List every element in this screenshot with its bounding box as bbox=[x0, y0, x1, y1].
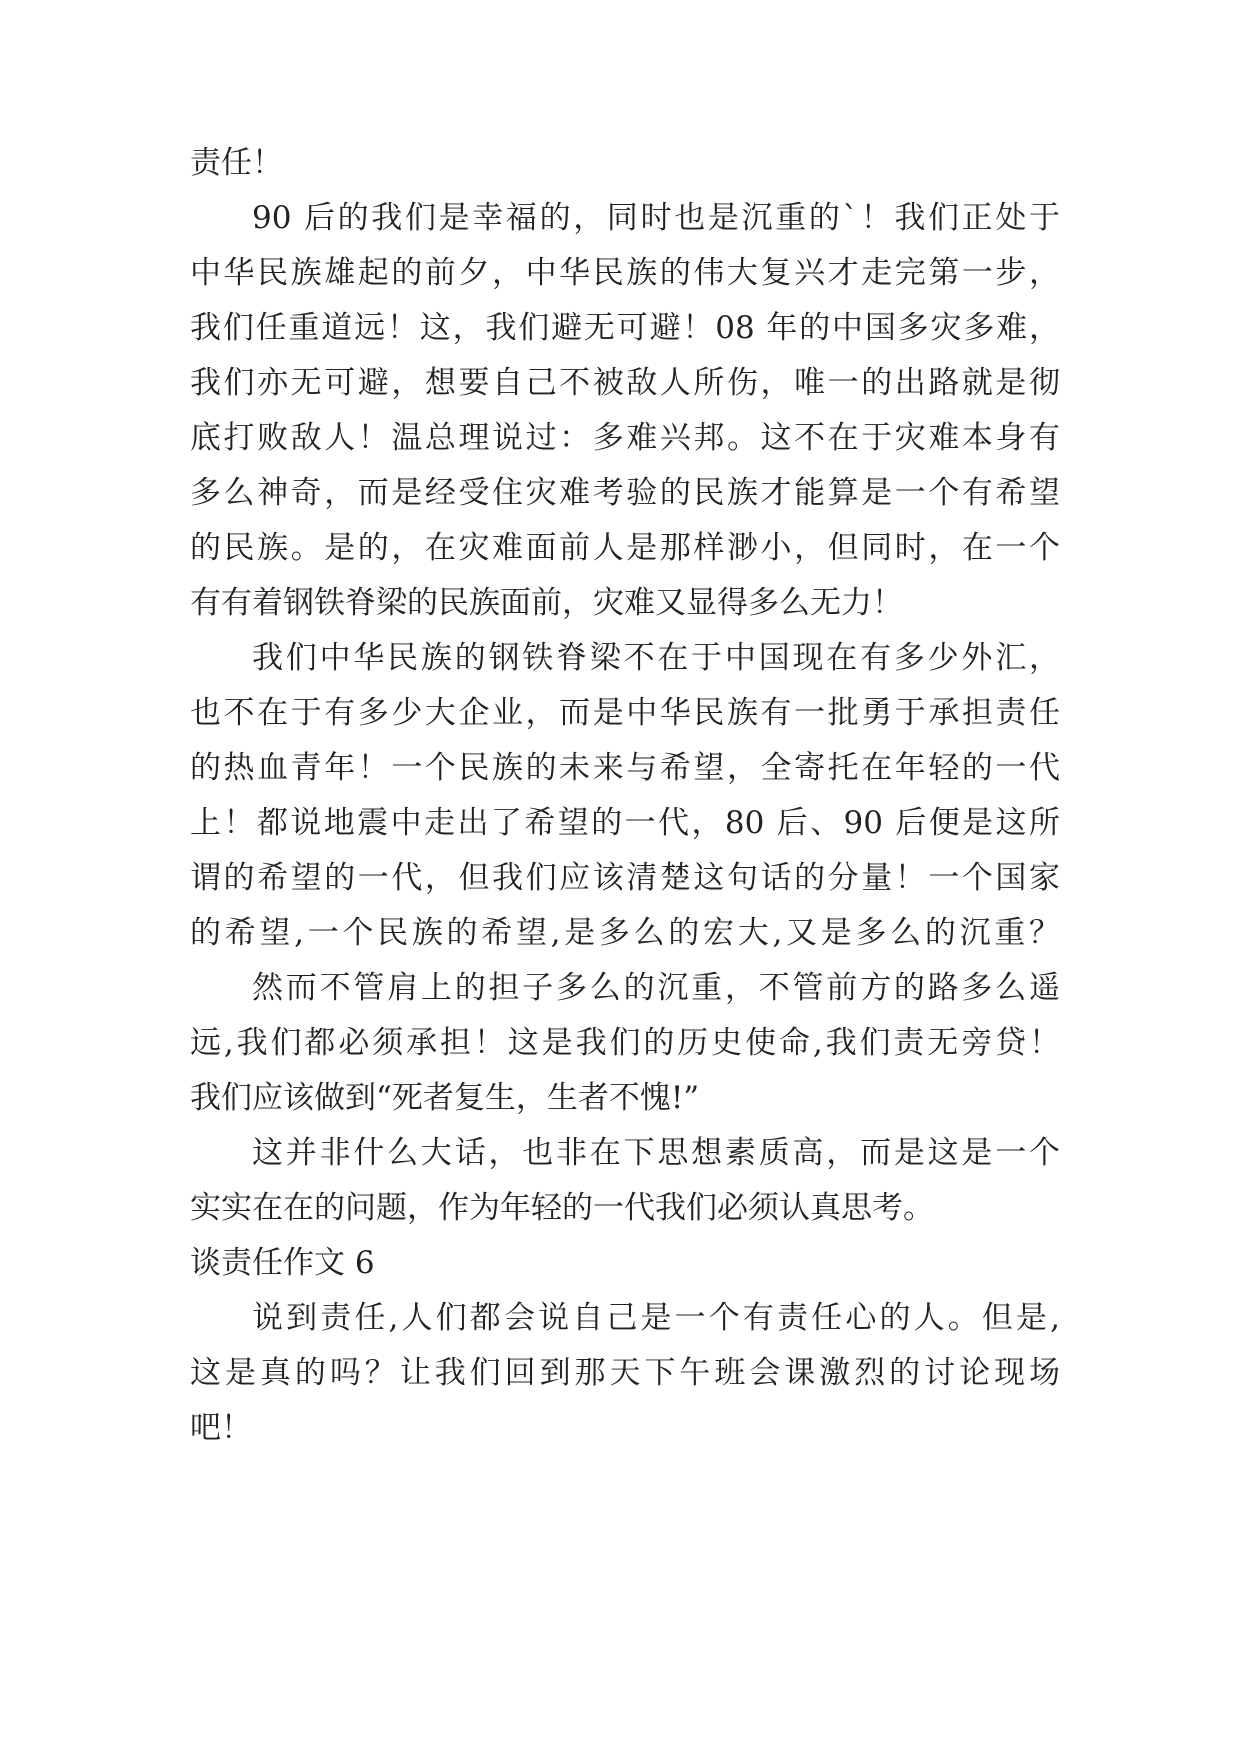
text-line: 我们中华民族的钢铁脊梁不在于中国现在有多少外汇， bbox=[252, 640, 1060, 676]
text-line: 上！都说地震中走出了希望的一代，80 后、90 后便是这所 bbox=[190, 805, 1060, 841]
text-line: 责任！ bbox=[190, 145, 283, 181]
text-line: 我们任重道远！这，我们避无可避！08 年的中国多灾多难， bbox=[190, 310, 1060, 346]
text-line: 中华民族雄起的前夕，中华民族的伟大复兴才走完第一步， bbox=[190, 255, 1060, 291]
text-line: 我们应该做到“死者复生，生者不愧!” bbox=[190, 1080, 700, 1116]
text-line: 的热血青年！一个民族的未来与希望，全寄托在年轻的一代 bbox=[190, 750, 1060, 786]
text-line: 的民族。是的，在灾难面前人是那样渺小，但同时，在一个 bbox=[190, 530, 1060, 566]
text-line: 说到责任,人们都会说自己是一个有责任心的人。但是, bbox=[252, 1300, 1060, 1336]
text-line: 这并非什么大话，也非在下思想素质高，而是这是一个 bbox=[252, 1135, 1060, 1171]
text-line: 这是真的吗？让我们回到那天下午班会课激烈的讨论现场 bbox=[190, 1355, 1060, 1391]
text-line: 多么神奇，而是经受住灾难考验的民族才能算是一个有希望 bbox=[190, 475, 1060, 511]
section-heading: 谈责任作文 6 bbox=[190, 1245, 375, 1281]
text-line: 然而不管肩上的担子多么的沉重，不管前方的路多么遥 bbox=[252, 970, 1060, 1006]
text-line: 吧！ bbox=[190, 1410, 252, 1446]
text-line: 90 后的我们是幸福的，同时也是沉重的`！我们正处于 bbox=[252, 200, 1060, 236]
text-line: 实实在在的问题，作为年轻的一代我们必须认真思考。 bbox=[190, 1190, 934, 1226]
text-line: 底打败敌人！温总理说过：多难兴邦。这不在于灾难本身有 bbox=[190, 420, 1060, 456]
text-line: 有有着钢铁脊梁的民族面前，灾难又显得多么无力！ bbox=[190, 585, 903, 621]
text-line: 我们亦无可避，想要自己不被敌人所伤，唯一的出路就是彻 bbox=[190, 365, 1060, 401]
text-line: 远,我们都必须承担！这是我们的历史使命,我们责无旁贷！ bbox=[190, 1025, 1060, 1061]
text-line: 谓的希望的一代，但我们应该清楚这句话的分量！一个国家 bbox=[190, 860, 1060, 896]
text-line: 的希望,一个民族的希望,是多么的宏大,又是多么的沉重？ bbox=[190, 915, 1060, 951]
text-line: 也不在于有多少大企业，而是中华民族有一批勇于承担责任 bbox=[190, 695, 1060, 731]
